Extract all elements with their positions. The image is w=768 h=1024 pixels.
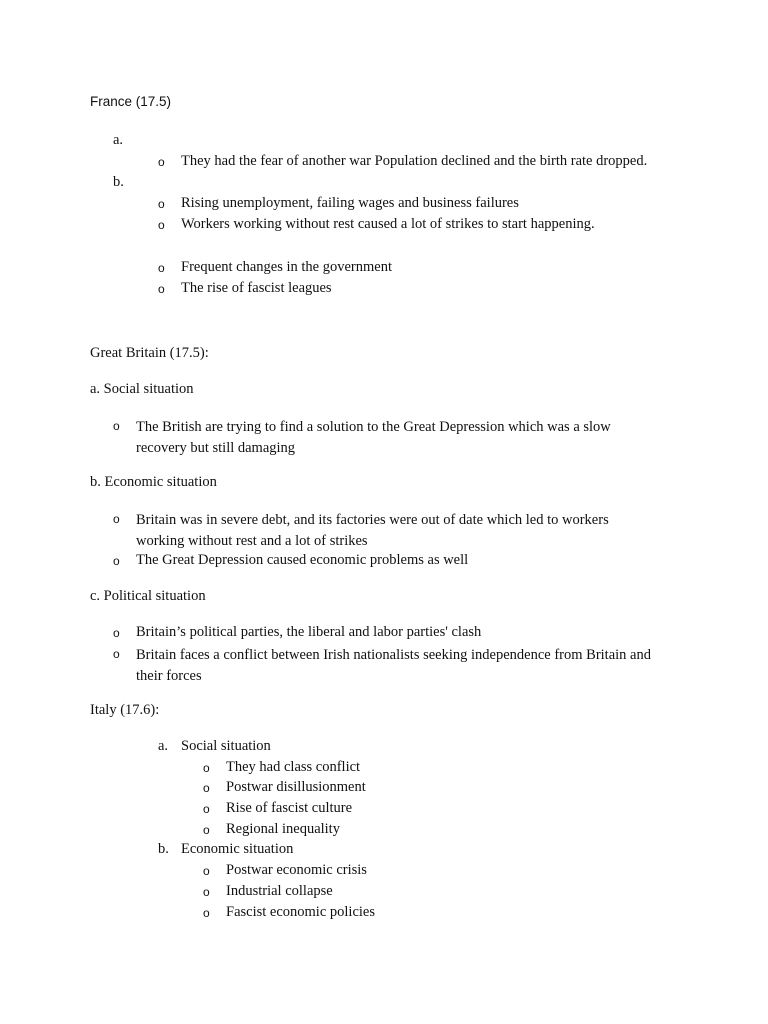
bullet-icon: o <box>113 554 120 568</box>
france-c-item: The rise of fascist leagues <box>181 280 332 296</box>
italy-economic-heading: Economic situation <box>181 841 294 857</box>
bullet-icon: o <box>203 823 210 837</box>
britain-political-item: Britain faces a conflict between Irish nationalists seeking independence from Britain and their forces <box>136 647 651 684</box>
france-heading: France (17.5) <box>90 94 172 109</box>
britain-social-item: The British are trying to find a solution to the Great Depression which was a slow recovery but still damaging <box>136 419 611 456</box>
france-b-item: Rising unemployment, failing wages and business failures <box>181 195 519 211</box>
britain-social-heading: a. Social situation <box>90 381 194 397</box>
bullet-icon: o <box>158 261 165 275</box>
bullet-icon: o <box>203 761 210 775</box>
italy-social-item: Rise of fascist culture <box>226 800 353 816</box>
italy-heading: Italy (17.6): <box>90 702 160 718</box>
bullet-icon: o <box>203 906 210 920</box>
france-c-item: Frequent changes in the government <box>181 259 392 275</box>
bullet-icon: o <box>113 626 120 640</box>
bullet-icon: o <box>113 419 120 433</box>
italy-economic-item: Fascist economic policies <box>226 904 375 920</box>
italy-social-item: They had class conflict <box>226 759 361 775</box>
britain-political-item: Britain’s political parties, the liberal and labor parties' clash <box>136 624 482 640</box>
britain-economic-heading: b. Economic situation <box>90 474 217 490</box>
france-b-item: Workers working without rest caused a lot of strikes to start happening. <box>181 216 595 232</box>
italy-social-item: Regional inequality <box>226 821 340 837</box>
france-marker-a: a. <box>113 132 124 148</box>
italy-economic-item: Industrial collapse <box>226 883 333 899</box>
bullet-icon: o <box>158 218 165 232</box>
italy-marker-a: a. <box>158 738 169 754</box>
france-marker-b: b. <box>113 174 124 190</box>
italy-social-heading: Social situation <box>181 738 271 754</box>
bullet-icon: o <box>113 647 120 661</box>
bullet-icon: o <box>158 282 165 296</box>
britain-economic-item: Britain was in severe debt, and its factories were out of date which led to workers working without rest and a lot of strikes <box>136 512 609 549</box>
bullet-icon: o <box>203 864 210 878</box>
bullet-icon: o <box>158 197 165 211</box>
bullet-icon: o <box>203 885 210 899</box>
bullet-icon: o <box>158 155 165 169</box>
britain-heading: Great Britain (17.5): <box>90 345 209 361</box>
bullet-icon: o <box>113 512 120 526</box>
italy-marker-b: b. <box>158 841 169 857</box>
italy-economic-item: Postwar economic crisis <box>226 862 367 878</box>
france-a-item: They had the fear of another war Population declined and the birth rate dropped. <box>181 153 648 169</box>
britain-economic-item: The Great Depression caused economic problems as well <box>136 552 469 568</box>
italy-social-item: Postwar disillusionment <box>226 779 366 795</box>
britain-political-heading: c. Political situation <box>90 588 206 604</box>
bullet-icon: o <box>203 781 210 795</box>
bullet-icon: o <box>203 802 210 816</box>
